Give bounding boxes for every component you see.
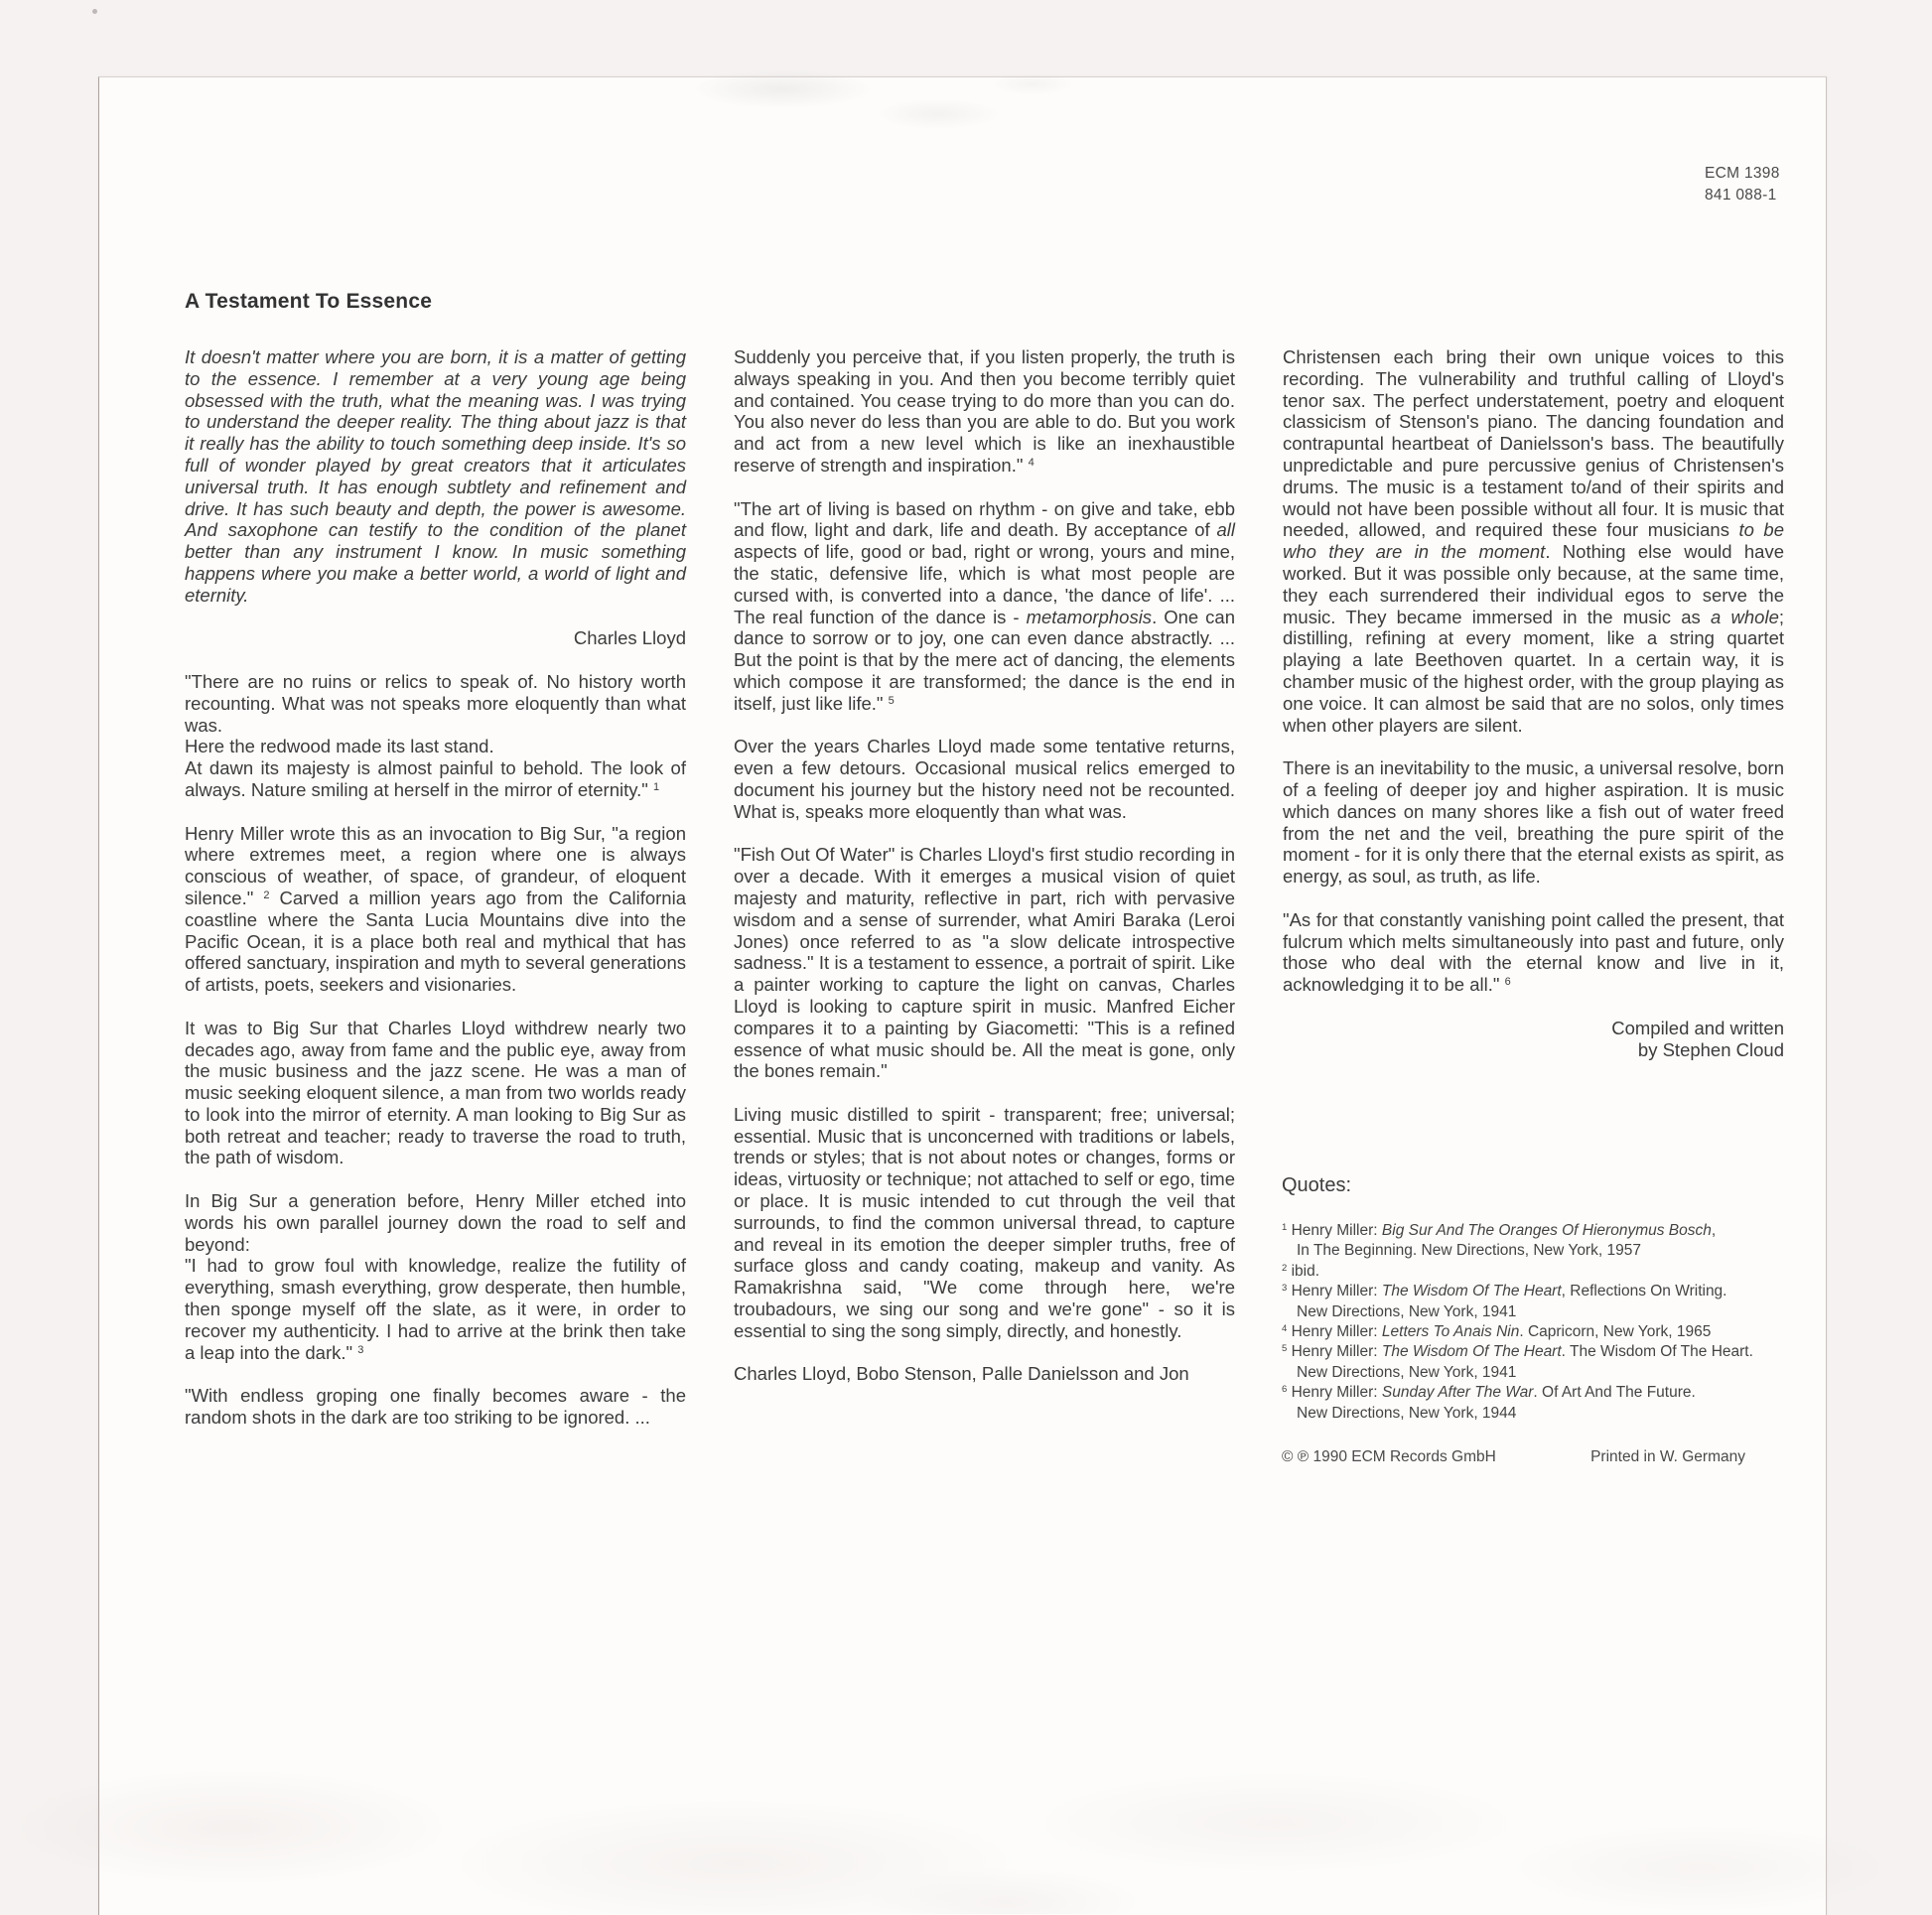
intro-quote-paragraph: It doesn't matter where you are born, it is a matter of getting to the essence. I remember at a very young age being obsessed with the truth, what the meaning was. I was trying to understand the deeper reality. The thing about jazz is that it really has the ability to touch something deep inside. It's so full of wonder played by great creators that it articulates universal truth. It has enough subtlety and refinement and drive. It has such beauty and depth, the power is awesome. And saxophone can testify to the condition of the planet better than any instrument I know. In music something happens where you make a better world, a world of light and eternity. <box>185 346 686 606</box>
catalog-number-line2: 841 088-1 <box>1705 187 1777 204</box>
ruins-relics-paragraph: "There are no ruins or relics to speak of. No history worth recounting. What was not speaks more eloquently than what was. Here the redwood made its last stand. At dawn its majesty is almost painful to behold. The look of always. Nature smiling at herself in the mirror of eternity." $^1$ <box>185 670 686 800</box>
liner-column-2 <box>734 346 1235 1450</box>
vanishing-point-paragraph: "As for that constantly vanishing point called the present, that fulcrum which melts simultaneously into past and future, only those who deal with the eternal know and live in it, acknowledging it to be all." $^6$ <box>1283 908 1784 996</box>
endless-groping-paragraph: "With endless groping one finally becomes aware - the random shots in the dark are too striking to be ignored. ... <box>185 1385 686 1429</box>
footnote-2: $^2$ ibid. <box>1282 1262 1320 1280</box>
quotes-section <box>1282 1174 1783 1467</box>
big-sur-withdrawal-paragraph: It was to Big Sur that Charles Lloyd withdrew nearly two decades ago, away from fame and the public eye, away from the music business and the jazz scene. He was a man of music seeking eloquent silence, a man from two worlds ready to look into the mirror of eternity. A man looking to Big Sur as both retreat and teacher; ready to traverse the road to truth, the path of wisdom. <box>185 1017 686 1168</box>
liner-notes-title: A Testament To Essence <box>185 290 433 313</box>
suddenly-perceive-paragraph: Suddenly you perceive that, if you listen properly, the truth is always speaking in you. And then you become terribly quiet and contained. You cease trying to do more than you can do. You also never do less than you are able to do. But you work and act from a new level which is like an inexhaustible reserve of strength and inspiration." $^4$ <box>734 346 1235 476</box>
musicians-names-line: Charles Lloyd, Bobo Stenson, Palle Danielsson and Jon <box>734 1363 1189 1385</box>
fish-out-of-water-paragraph: "Fish Out Of Water" is Charles Lloyd's first studio recording in over a decade. With it emerges a musical vision of quiet majesty and maturity, reflective in part, rich with pervasive wisdom and a sense of surrender, what Amiri Baraka (Leroi Jones) once referred to as "a slow delicate introspective sadness." It is a testament to essence, a portrait of spirit. Like a painter working to capture the light on canvas, Charles Lloyd is looking to capture spirit in music. Manfred Eicher compares it to a painting by Giacometti: "This is a refined essence of what music should be. All the meat is gone, only the bones remain." <box>734 844 1235 1082</box>
miller-parallel-journey-paragraph: In Big Sur a generation before, Henry Miller etched into words his own parallel journey down the road to self and beyond: "I had to grow foul with knowledge, realize the futility of everything, smash everything, grow desperate, then humble, then sponge myself off the slate, as it were, in order to recover my authenticity. I had to arrive at the brink then take a leap into the dark." $^3$ <box>185 1190 686 1363</box>
charles-lloyd-attribution: Charles Lloyd <box>573 627 686 649</box>
tentative-returns-paragraph: Over the years Charles Lloyd made some tentative returns, even a few detours. Occasional musical relics emerged to document his journey but the history need not be recounted. What is, speaks more eloquently than what was. <box>734 736 1235 822</box>
inevitability-paragraph: There is an inevitability to the music, a universal resolve, born of a feeling of deeper joy and higher aspiration. It is music which dances on many shores like a fish out of water freed from the net and the veil, breathing the pure spirit of the moment - for it is only there that the eternal exists as spirit, as energy, as soul, as truth, as life. <box>1283 757 1784 888</box>
art-of-living-paragraph: "The art of living is based on rhythm - on give and take, ebb and flow, light and dark, life and death. By acceptance of all aspects of life, good or bad, right or wrong, yours and mine, the static, defensive life, which is what most people are cursed with, is converted into a dance, 'the dance of life'. ... The real function of the dance is - metamorphosis. One can dance to sorrow or to joy, one can even dance abstractly. ... But the point is that by the mere act of dancing, the elements which compose it are transformed; the dance is the end in itself, just like life." $^5$ <box>734 497 1235 714</box>
footnote-4: $^4$ Henry Miller: Letters To Anais Nin. Capricorn, New York, 1965 <box>1282 1323 1712 1341</box>
credits-row <box>1282 1447 1783 1467</box>
christensen-voices-paragraph: Christensen each bring their own unique voices to this recording. The vulnerability and truthful calling of Lloyd's tenor sax. The perfect understatement, poetry and eloquent classicism of Stenson's piano. The dancing foundation and contrapuntal heartbeat of Danielsson's bass. The beautifully unpredictable and pure percussive genius of Christensen's drums. The music is a testament to/and of their spirits and would not have been possible without all four. It is music that needed, allowed, and required these four musicians to be who they are in the moment. Nothing else would have worked. But it was possible only because, at the same time, they each surrendered their individual egos to serve the music. They became immersed in the music as a whole; distilling, refining at every moment, like a string quartet playing a late Beethoven quartet. In a certain way, it is chamber music of the highest order, with the group playing as one voice. It can almost be said that are no solos, only times when other players are silent. <box>1283 346 1785 736</box>
scan-speck <box>92 9 97 14</box>
catalog-number <box>1705 163 1780 206</box>
quotes-heading: Quotes: <box>1282 1174 1352 1196</box>
footnote-5: $^5$ Henry Miller: The Wisdom Of The Heart. The Wisdom Of The Heart. New Directions, New York, 1941 <box>1282 1343 1753 1381</box>
copyright-line: © ℗ 1990 ECM Records GmbH <box>1282 1448 1496 1466</box>
footnote-3: $^3$ Henry Miller: The Wisdom Of The Heart, Reflections On Writing. New Directions, New York, 1941 <box>1282 1283 1727 1320</box>
liner-column-1 <box>185 346 686 1450</box>
printed-in-line: Printed in W. Germany <box>1590 1448 1745 1466</box>
stephen-cloud-attribution: Compiled and written by Stephen Cloud <box>1611 1017 1784 1060</box>
henry-miller-invocation-paragraph: Henry Miller wrote this as an invocation to Big Sur, "a region where extremes meet, a region where one is always conscious of weather, of space, of grandeur, of eloquent silence." $^2$ Carved a million years ago from the California coastline where the Santa Lucia Mountains dive into the Pacific Ocean, it is a place both real and mythical that has offered sanctuary, inspiration and myth to several generations of artists, poets, seekers and visionaries. <box>185 822 686 996</box>
footnote-6: $^6$ Henry Miller: Sunday After The War. Of Art And The Future. New Directions, New York, 1944 <box>1282 1384 1696 1422</box>
footnote-1: $^1$ Henry Miller: Big Sur And The Oranges Of Hieronymus Bosch, In The Beginning. New Directions, New York, 1957 <box>1282 1222 1717 1260</box>
catalog-number-line1: ECM 1398 <box>1705 165 1780 182</box>
living-music-paragraph: Living music distilled to spirit - transparent; free; universal; essential. Music that is unconcerned with traditions or labels, trends or styles; that is not about notes or changes, forms or ideas, virtuosity or technique; not attached to self or ego, time or place. It is music intended to cut through the veil that surrounds, to find the common universal thread, to capture and reveal in its emotion the deeper simpler truths, free of surface gloss and candy coating, makeup and vanity. As Ramakrishna said, "We come through here, we're troubadours, we sing our song and we're gone" - so it is essential to sing the song simply, directly, and honestly. <box>734 1103 1235 1341</box>
